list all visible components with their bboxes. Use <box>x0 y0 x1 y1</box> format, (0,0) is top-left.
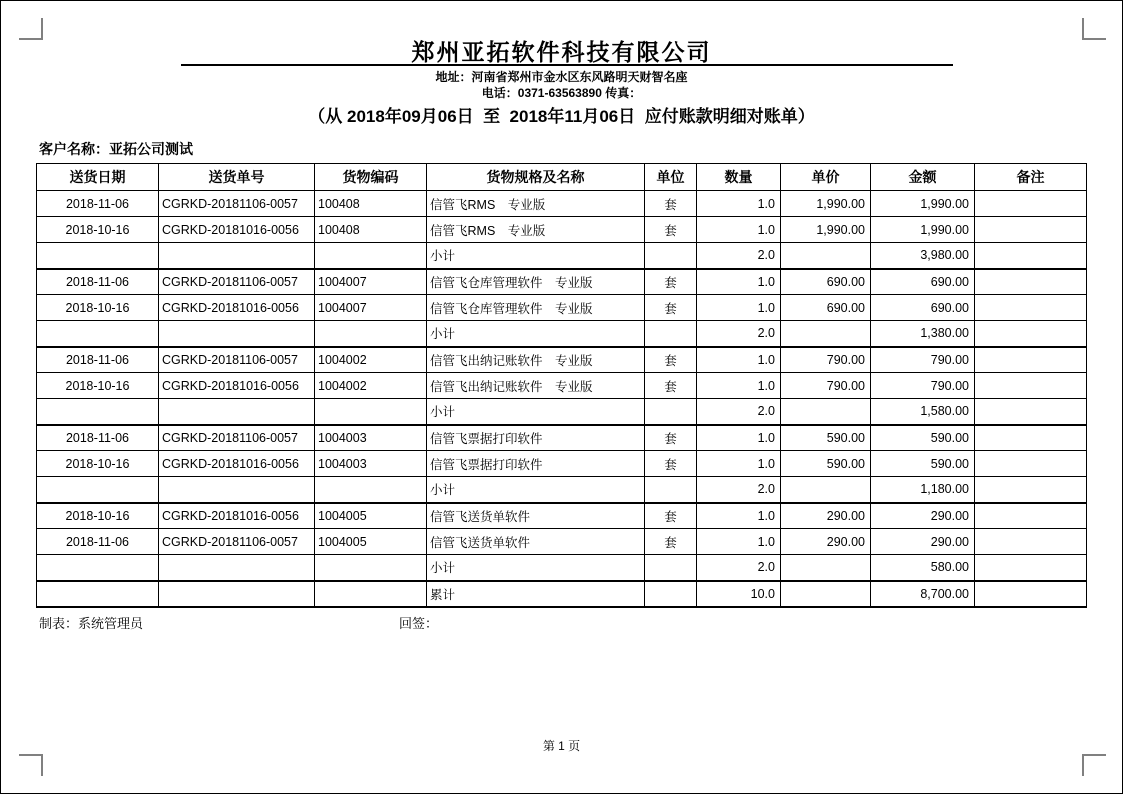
table-cell <box>315 399 427 425</box>
customer-name: 客户名称：亚拓公司测试 <box>39 141 193 157</box>
table-cell: 2.0 <box>697 555 781 581</box>
table-cell: 信管飞仓库管理软件 专业版 <box>427 269 645 295</box>
table-cell <box>37 399 159 425</box>
table-cell: 小计 <box>427 321 645 347</box>
col-header-remark: 备注 <box>975 164 1087 191</box>
table-cell: 2018-10-16 <box>37 451 159 477</box>
table-cell: 1,180.00 <box>871 477 975 503</box>
table-cell: 小计 <box>427 555 645 581</box>
col-header-delivery-date: 送货日期 <box>37 164 159 191</box>
table-cell: 信管飞出纳记账软件 专业版 <box>427 347 645 373</box>
table-cell: 10.0 <box>697 581 781 607</box>
table-row <box>37 217 1087 243</box>
table-cell: 小计 <box>427 243 645 269</box>
table-cell <box>315 477 427 503</box>
table-cell: 1,990.00 <box>781 191 871 217</box>
table-cell: 790.00 <box>871 347 975 373</box>
table-row <box>37 503 1087 529</box>
table-row <box>37 373 1087 399</box>
table-cell <box>159 555 315 581</box>
table-cell <box>315 321 427 347</box>
table-cell: 1004003 <box>315 451 427 477</box>
table-cell: 信管飞送货单软件 <box>427 529 645 555</box>
table-cell: 2.0 <box>697 321 781 347</box>
preparer-label: 制表：系统管理员 <box>39 616 144 631</box>
table-cell: 信管飞仓库管理软件 专业版 <box>427 295 645 321</box>
table-cell: 1004002 <box>315 347 427 373</box>
table-cell <box>159 399 315 425</box>
table-cell: 套 <box>645 347 697 373</box>
table-cell: 2.0 <box>697 243 781 269</box>
table-cell <box>975 373 1087 399</box>
table-cell: 套 <box>645 217 697 243</box>
table-row <box>37 581 1087 607</box>
table-cell: CGRKD-20181106-0057 <box>159 529 315 555</box>
countersign-label: 回签： <box>399 616 439 631</box>
table-cell: 8,700.00 <box>871 581 975 607</box>
table-cell <box>37 321 159 347</box>
table-cell: 1.0 <box>697 425 781 451</box>
title-underline <box>181 64 953 66</box>
table-cell: 套 <box>645 425 697 451</box>
table-cell: 1.0 <box>697 451 781 477</box>
table-row <box>37 321 1087 347</box>
table-cell: 100408 <box>315 217 427 243</box>
table-cell: CGRKD-20181106-0057 <box>159 425 315 451</box>
phone-fax-line: 电话：0371-63563890 传真： <box>481 86 642 100</box>
table-body <box>37 191 1087 607</box>
table-cell <box>645 581 697 607</box>
table-cell: 1.0 <box>697 529 781 555</box>
table-cell: 信管飞出纳记账软件 专业版 <box>427 373 645 399</box>
table-cell <box>975 191 1087 217</box>
table-cell <box>975 529 1087 555</box>
table-cell <box>975 217 1087 243</box>
table-cell: 2018-10-16 <box>37 373 159 399</box>
table-cell: 1,380.00 <box>871 321 975 347</box>
table-cell: 1.0 <box>697 295 781 321</box>
table-cell <box>975 399 1087 425</box>
table-cell: 小计 <box>427 477 645 503</box>
table-cell <box>975 451 1087 477</box>
table-cell <box>975 243 1087 269</box>
table-cell: 1,990.00 <box>871 217 975 243</box>
crop-mark-bottom-right-icon <box>1082 754 1106 776</box>
table-cell: 2018-10-16 <box>37 295 159 321</box>
table-cell: 1.0 <box>697 269 781 295</box>
table-cell: 信管飞票据打印软件 <box>427 425 645 451</box>
table-cell: 690.00 <box>871 295 975 321</box>
table-cell: 2018-10-16 <box>37 503 159 529</box>
col-header-goods-name: 货物规格及名称 <box>427 164 645 191</box>
table-cell: CGRKD-20181106-0057 <box>159 269 315 295</box>
table-cell: 1.0 <box>697 347 781 373</box>
col-header-goods-code: 货物编码 <box>315 164 427 191</box>
table-cell: 1004007 <box>315 295 427 321</box>
table-cell: 1,580.00 <box>871 399 975 425</box>
table-cell: 1004005 <box>315 529 427 555</box>
table-cell: 2.0 <box>697 477 781 503</box>
table-cell: 690.00 <box>781 269 871 295</box>
table-cell: 信管飞RMS 专业版 <box>427 191 645 217</box>
table-cell: 290.00 <box>781 529 871 555</box>
table-cell <box>37 555 159 581</box>
table-cell: 290.00 <box>871 503 975 529</box>
col-header-unit-price: 单价 <box>781 164 871 191</box>
table-cell <box>975 503 1087 529</box>
table-cell: 1004007 <box>315 269 427 295</box>
table-cell <box>781 555 871 581</box>
table-cell: 套 <box>645 191 697 217</box>
table-cell <box>645 243 697 269</box>
table-cell: 累计 <box>427 581 645 607</box>
table-cell: 2.0 <box>697 399 781 425</box>
table-cell: CGRKD-20181106-0057 <box>159 191 315 217</box>
table-cell: 1.0 <box>697 503 781 529</box>
table-cell: CGRKD-20181016-0056 <box>159 373 315 399</box>
table-cell <box>645 477 697 503</box>
table-row <box>37 347 1087 373</box>
table-cell: 套 <box>645 269 697 295</box>
table-cell: 790.00 <box>871 373 975 399</box>
table-cell: 590.00 <box>871 451 975 477</box>
table-cell <box>315 243 427 269</box>
table-cell: 100408 <box>315 191 427 217</box>
table-cell: CGRKD-20181106-0057 <box>159 347 315 373</box>
table-cell <box>645 399 697 425</box>
table-cell <box>781 477 871 503</box>
table-cell: 1004003 <box>315 425 427 451</box>
statement-table <box>36 163 1087 608</box>
table-cell <box>781 399 871 425</box>
table-cell <box>975 321 1087 347</box>
table-cell: CGRKD-20181016-0056 <box>159 451 315 477</box>
table-cell: CGRKD-20181016-0056 <box>159 217 315 243</box>
table-cell <box>159 581 315 607</box>
table-cell: 2018-10-16 <box>37 217 159 243</box>
table-cell <box>159 477 315 503</box>
table-cell: 信管飞RMS 专业版 <box>427 217 645 243</box>
company-title: 郑州亚拓软件科技有限公司 <box>411 39 712 65</box>
table-cell: 2018-11-06 <box>37 269 159 295</box>
table-cell <box>975 555 1087 581</box>
address-line: 地址：河南省郑州市金水区东风路明天财智名座 <box>435 70 688 84</box>
table-cell: 套 <box>645 529 697 555</box>
table-cell: 2018-11-06 <box>37 529 159 555</box>
table-cell <box>37 243 159 269</box>
table-header-row <box>37 164 1087 191</box>
table-cell: 套 <box>645 451 697 477</box>
table-row <box>37 295 1087 321</box>
table-cell: 套 <box>645 373 697 399</box>
table-cell: 2018-11-06 <box>37 347 159 373</box>
crop-mark-bottom-left-icon <box>19 754 43 776</box>
table-row <box>37 191 1087 217</box>
page-number: 第 1 页 <box>542 739 581 753</box>
table-cell: 3,980.00 <box>871 243 975 269</box>
table-cell <box>781 243 871 269</box>
table-cell: 290.00 <box>871 529 975 555</box>
table-row <box>37 555 1087 581</box>
table-cell <box>159 321 315 347</box>
table-cell <box>315 555 427 581</box>
table-cell: 1,990.00 <box>871 191 975 217</box>
table-cell <box>645 555 697 581</box>
table-row <box>37 425 1087 451</box>
table-cell: 590.00 <box>781 425 871 451</box>
table-cell <box>645 321 697 347</box>
table-cell: 690.00 <box>871 269 975 295</box>
table-row <box>37 477 1087 503</box>
table-cell <box>781 581 871 607</box>
table-cell <box>975 295 1087 321</box>
table-cell: 790.00 <box>781 373 871 399</box>
table-cell: 1004002 <box>315 373 427 399</box>
col-header-quantity: 数量 <box>697 164 781 191</box>
table-cell: CGRKD-20181016-0056 <box>159 503 315 529</box>
table-row <box>37 243 1087 269</box>
col-header-delivery-no: 送货单号 <box>159 164 315 191</box>
table-cell: 1004005 <box>315 503 427 529</box>
table-cell <box>975 425 1087 451</box>
table-cell <box>975 269 1087 295</box>
col-header-unit: 单位 <box>645 164 697 191</box>
table-row <box>37 529 1087 555</box>
table-row <box>37 269 1087 295</box>
table-cell <box>975 581 1087 607</box>
table-cell <box>315 581 427 607</box>
table-cell: 信管飞送货单软件 <box>427 503 645 529</box>
table-cell: 690.00 <box>781 295 871 321</box>
table-cell: 290.00 <box>781 503 871 529</box>
table-cell: 1.0 <box>697 191 781 217</box>
table-cell: 套 <box>645 295 697 321</box>
table-cell <box>37 581 159 607</box>
table-cell: 580.00 <box>871 555 975 581</box>
table-cell: CGRKD-20181016-0056 <box>159 295 315 321</box>
col-header-amount: 金额 <box>871 164 975 191</box>
table-row <box>37 399 1087 425</box>
table-cell: 1.0 <box>697 373 781 399</box>
table-cell: 套 <box>645 503 697 529</box>
table-cell: 590.00 <box>871 425 975 451</box>
table-cell: 2018-11-06 <box>37 191 159 217</box>
table-cell <box>37 477 159 503</box>
statement-title: （从 2018年09月06日 至 2018年11月06日 应付账款明细对账单） <box>308 107 815 126</box>
table-cell <box>159 243 315 269</box>
table-cell: 2018-11-06 <box>37 425 159 451</box>
table-cell: 1.0 <box>697 217 781 243</box>
table-row <box>37 451 1087 477</box>
table-cell: 790.00 <box>781 347 871 373</box>
table-cell <box>975 347 1087 373</box>
table-cell: 信管飞票据打印软件 <box>427 451 645 477</box>
table-cell: 1,990.00 <box>781 217 871 243</box>
table-cell <box>975 477 1087 503</box>
table-cell: 小计 <box>427 399 645 425</box>
table-cell: 590.00 <box>781 451 871 477</box>
table-cell <box>781 321 871 347</box>
